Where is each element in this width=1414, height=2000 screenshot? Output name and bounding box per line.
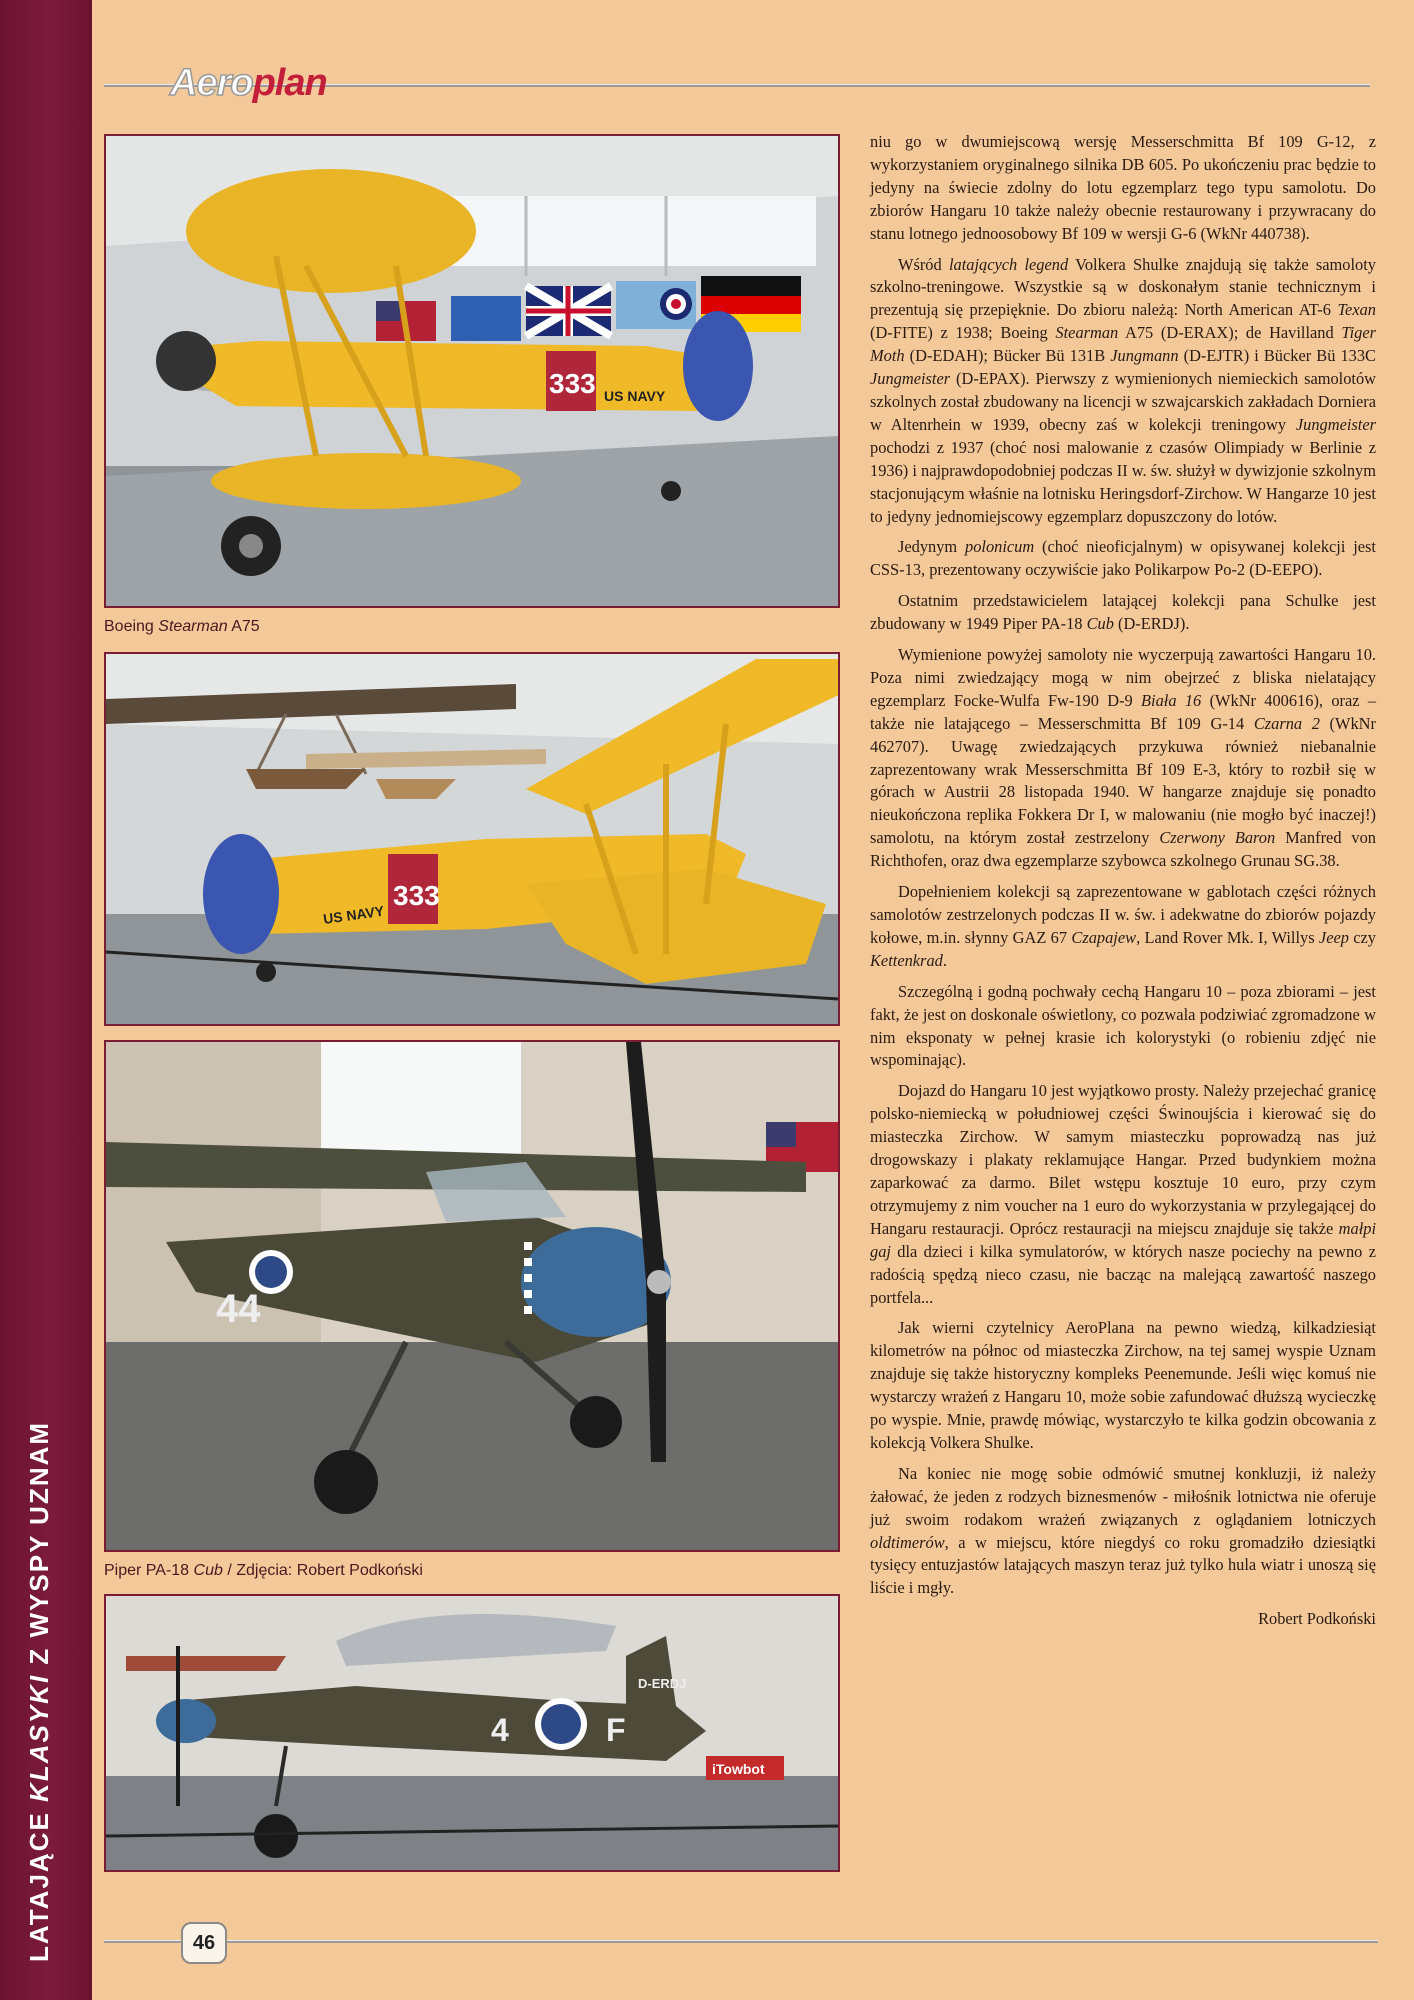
article-paragraph-4: Ostatnim przedstawicielem latającej kolekcji pana Schulke jest zbudowany w 1949 Piper PA-18 Cub (D-ERDJ). [870, 591, 1376, 634]
masthead-logo: Aeroplan [170, 62, 327, 104]
page-number: 46 [181, 1922, 227, 1964]
article-paragraph-6: Dopełnieniem kolekcji są zaprezentowane w gablotach części różnych samolotów zestrzelonych podczas II w. św. i adekwatne do zbiorów pojazdy kołowe, m.in. słynny GAZ 67 Czapajew, Land Rover Mk. I, Willys Jeep czy Kettenkrad. [870, 882, 1377, 970]
cub-front-marking: 44 [216, 1287, 261, 1331]
article-column [870, 131, 1376, 1639]
article-paragraph-2: Wśród latających legend Volkera Shulke znajdują się także samoloty szkolno-treningowe. Wszystkie są w doskonałym stanie technicznym i prezentują się przepięknie. Do zbioru należą: North American AT-6 Texan (D-FITE) z 1938; Boeing Stearman A75 (D-ERAX); de Havilland Tiger Moth (D-EDAH); Bücker Bü 131B Jungmann (D-EJTR) i Bücker Bü 133C Jungmeister (D-EPAX). Pierwszy z wymienionych niemieckich samolotów szkolnych został zbudowany na licencji w szwajcarskich zakładach Dorniera w Altenrhein w 1939, obecny zaś w kolekcji treningowy Jungmeister pochodzi z 1937 (choć nosi malowanie z czasów Olimpiady w Berlinie z 1936) i najprawdopodobniej podczas II w. św. służył w dywizjonie szkolnym stacjonującym właśnie na lotnisku Heringsdorf-Zirchow. W Hangarze 10 jest to jedyny jednomiejscowy egzemplarz dopuszczony do lotów. [870, 254, 1376, 526]
article-paragraph-7: Szczególną i godną pochwały cechą Hangaru 10 – poza zbiorami – jest fakt, że jest on doskonale oświetlony, co pozwala podziwiać zgromadzone w nim eksponaty w pełnej krasie ich kolorystyki (o robieniu zdjęć nie wspominając). [870, 981, 1376, 1070]
article-paragraph-9: Jak wierni czytelnicy AeroPlana na pewno wiedzą, kilkadziesiąt kilometrów na północ od miasteczka Zirchow, na tej samej wyspie Uznam znajduje się także historyczny kompleks Peenemunde. Jeśli więc komuś nie wystarczy wrażeń z Hangaru 10, może sobie zafundować dłuższą wycieczkę po wyspie. Mnie, prawdę mówiąc, wystarczyło te kilka godzin obcowania z kolekcją Volkera Shulke. [870, 1318, 1376, 1452]
caption-stearman: Boeing Stearman A75 [104, 618, 260, 635]
photo-stearman-side [104, 134, 840, 608]
stearman-number-2: 333 [393, 880, 440, 911]
photo-cub-side [104, 1594, 840, 1872]
stearman-navy-2: US NAVY [322, 902, 386, 927]
author-signature: Robert Podkoński [1258, 1609, 1376, 1629]
towbot-label: iTowbot [712, 1761, 765, 1777]
photo-stearman-rear [104, 652, 840, 1026]
section-title: LATAJĄCE KLASYKI Z WYSPY UZNAM [24, 1420, 54, 1962]
article-paragraph-3: Jedynym polonicum (choć nieoficjalnym) w opisywanej kolekcji jest CSS-13, prezentowany oczywiście jako Polikarpow Po-2 (D-EEPO). [870, 537, 1376, 580]
cub-tail-reg: D-ERDJ [638, 1676, 687, 1691]
stearman-navy-1: US NAVY [604, 388, 666, 404]
stearman-number-1: 333 [549, 368, 596, 399]
sidebar-band [0, 0, 92, 2000]
footer-rule [104, 1940, 1378, 1943]
article-paragraph-8: Dojazd do Hangaru 10 jest wyjątkowo prosty. Należy przejechać granicę polsko-niemiecką w południowej części Świnoujścia i kierować się do miasteczka Zirchow. W samym miasteczku poprowadzą nas już drogowskazy i plakaty reklamujące Hangar. Przed budynkiem można zaparkować za darmo. Bilet wstępu kosztuje 10 euro, przy czym otrzymujemy z nim voucher na 1 euro do wykorzystania w przylegającej do Hangaru restauracji. Oprócz restauracji na miejscu znajduje się także małpi gaj dla dzieci i kilka symulatorów, w których nasze pociechy na pewno z radością spędzą nieco czasu, nie bacząc na malejącą zawartość naszego portfela... [870, 1081, 1376, 1307]
caption-cub: Piper PA-18 Cub / Zdjęcia: Robert Podkoński [104, 1562, 423, 1579]
cub-marking-right: F [606, 1712, 626, 1748]
article-paragraph-10: Na koniec nie mogę sobie odmówić smutnej konkluzji, iż należy żałować, że jeden z rodzych biznesmenów - miłośnik lotnictwa nie oferuje już swoim rodakom wrażeń związanych z oglądaniem lotniczych oldtimerów, a w miejscu, które niegdyś co roku gromadziło dziesiątki tysięcy entuzjastów latających maszyn teraz już tylko hula wiatr i unoszą się liście i mgły. [870, 1463, 1376, 1598]
photo-cub-front [104, 1040, 840, 1552]
cub-marking-left: 4 [491, 1712, 509, 1748]
article-paragraph-1: niu go w dwumiejscową wersję Messerschmitta Bf 109 G-12, z wykorzystaniem oryginalnego silnika DB 605. Po ukończeniu prac będzie to jedyny na świecie zdolny do lotu egzemplarz tego typu samolotu. Do zbiorów Hangaru 10 także należy obecnie restaurowany i przywracany do stanu lotnego jednoosobowy Bf 109 w wersji G-6 (WkNr 440738). [870, 132, 1376, 243]
article-paragraph-5: Wymienione powyżej samoloty nie wyczerpują zawartości Hangaru 10. Poza nimi zwiedzający mogą w nim obejrzeć z bliska nielatający egzemplarz Focke-Wulfa Fw-190 D-9 Biała 16 (WkNr 400616), oraz – także nie latającego – Messerschmitta Bf 109 G-14 Czarna 2 (WkNr 462707). Uwagę zwiedzających przykuwa również niebanalnie zaprezentowany wrak Messerschmitta Bf 109 E-3, który to rozbił się w górach w Austrii 28 listopada 1940. W hangarze znajduje się ponadto nieukończona replika Fokkera Dr I, w malowaniu (nie mogło być inaczej!) samolotu, na którym został zestrzelony Czerwony Baron Manfred von Richthofen, oraz dwa egzemplarze szybowca szkolnego Grunau SG.38. [870, 645, 1377, 871]
